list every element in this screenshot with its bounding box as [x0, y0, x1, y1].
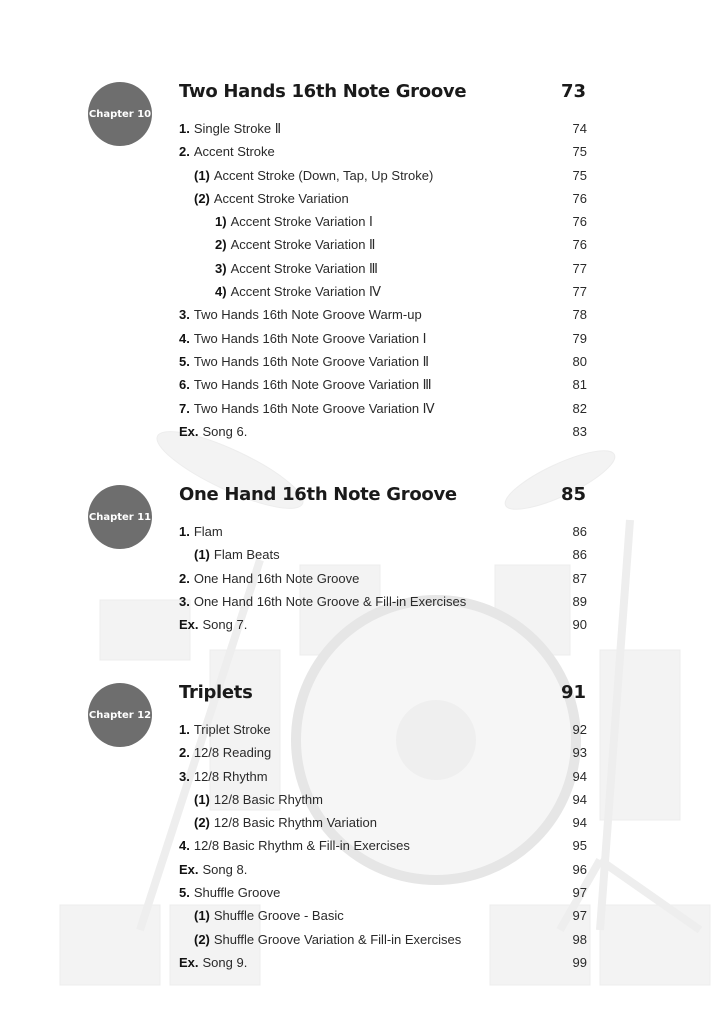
toc-entry[interactable] — [179, 928, 587, 951]
entry-number: 2. — [179, 745, 190, 761]
chapter-page-number: 91 — [560, 682, 586, 703]
entry-title: Triplet Stroke — [193, 722, 271, 737]
chapter-page-number: 85 — [560, 484, 586, 505]
toc-entry[interactable] — [179, 858, 587, 881]
chapter-entries — [179, 520, 587, 636]
toc-entry[interactable] — [179, 567, 587, 590]
entry-number: Ex. — [179, 617, 199, 633]
toc-entry[interactable] — [179, 904, 587, 927]
chapter-badge: Chapter 11 — [88, 485, 152, 549]
chapter-entries — [179, 117, 587, 443]
entry-number: 1. — [179, 722, 190, 737]
entry-page: 87 — [572, 570, 587, 586]
entry-number: (2) — [194, 190, 210, 206]
toc-entry[interactable] — [179, 257, 587, 280]
chapter-badge: Chapter 10 — [88, 82, 152, 146]
entry-number: Ex. — [179, 954, 199, 970]
entry-number: (1) — [194, 791, 210, 807]
toc-entry[interactable] — [179, 187, 587, 210]
entry-title: Two Hands 16th Note Groove Variation Ⅲ — [193, 377, 432, 393]
entry-page: 97 — [572, 885, 587, 901]
toc-entry[interactable] — [179, 590, 587, 613]
toc-entry[interactable] — [179, 543, 587, 566]
entry-number: 3) — [215, 260, 227, 276]
entry-title: Two Hands 16th Note Groove Variation Ⅰ — [193, 330, 427, 346]
toc-entry[interactable] — [179, 951, 587, 974]
toc-entry[interactable] — [179, 788, 587, 811]
entry-title: 12/8 Basic Rhythm — [213, 791, 323, 807]
entry-page: 83 — [572, 423, 587, 439]
chapter-badge: Chapter 12 — [88, 683, 152, 747]
toc-entry[interactable] — [179, 117, 587, 140]
toc-entry[interactable] — [179, 164, 587, 187]
toc-entry[interactable] — [179, 520, 587, 543]
entry-page: 92 — [572, 722, 587, 737]
entry-title: One Hand 16th Note Groove — [193, 570, 360, 586]
entry-page: 75 — [572, 167, 587, 183]
entry-title: Single Stroke Ⅱ — [193, 121, 282, 136]
entry-page: 86 — [572, 547, 587, 563]
entry-number: 4. — [179, 838, 190, 854]
entry-page: 81 — [572, 377, 587, 393]
entry-title: Accent Stroke Variation Ⅱ — [230, 237, 376, 253]
entry-page: 89 — [572, 593, 587, 609]
toc-entry[interactable] — [179, 350, 587, 373]
chapter-title[interactable]: One Hand 16th Note Groove — [179, 484, 457, 505]
entry-page: 96 — [572, 861, 587, 877]
entry-number: 1. — [179, 121, 190, 136]
toc-entry[interactable] — [179, 210, 587, 233]
entry-title: Two Hands 16th Note Groove Variation Ⅳ — [193, 400, 435, 416]
entry-title: 12/8 Basic Rhythm & Fill-in Exercises — [193, 838, 410, 854]
toc-entry[interactable] — [179, 397, 587, 420]
toc-entry[interactable] — [179, 613, 587, 636]
entry-title: Song 6. — [202, 423, 248, 439]
entry-number: 3. — [179, 593, 190, 609]
entry-title: Accent Stroke Variation Ⅳ — [230, 284, 382, 300]
toc-entry[interactable] — [179, 280, 587, 303]
entry-page: 86 — [572, 524, 587, 539]
chapter-title[interactable]: Triplets — [179, 682, 253, 703]
entry-page: 94 — [572, 815, 587, 831]
entry-page: 82 — [572, 400, 587, 416]
entry-number: 2) — [215, 237, 227, 253]
entry-title: Two Hands 16th Note Groove Variation Ⅱ — [193, 353, 430, 369]
toc-entry[interactable] — [179, 327, 587, 350]
entry-number: (1) — [194, 908, 210, 924]
entry-number: 5. — [179, 353, 190, 369]
entry-number: (2) — [194, 815, 210, 831]
entry-title: Song 9. — [202, 954, 248, 970]
entry-number: 7. — [179, 400, 190, 416]
entry-title: Accent Stroke Variation Ⅰ — [230, 214, 373, 230]
entry-number: Ex. — [179, 861, 199, 877]
entry-page: 75 — [572, 144, 587, 160]
entry-page: 78 — [572, 307, 587, 323]
entry-title: Song 8. — [202, 861, 248, 877]
entry-number: (2) — [194, 931, 210, 947]
entry-title: Accent Stroke — [193, 144, 275, 160]
entry-number: Ex. — [179, 423, 199, 439]
entry-title: Accent Stroke Variation — [213, 190, 349, 206]
toc-entry[interactable] — [179, 140, 587, 163]
toc-entry[interactable] — [179, 303, 587, 326]
entry-page: 94 — [572, 791, 587, 807]
entry-title: Accent Stroke (Down, Tap, Up Stroke) — [213, 167, 434, 183]
entry-number: 4) — [215, 284, 227, 300]
toc-entry[interactable] — [179, 834, 587, 857]
entry-title: 12/8 Basic Rhythm Variation — [213, 815, 377, 831]
entry-number: 5. — [179, 885, 190, 901]
entry-page: 90 — [572, 617, 587, 633]
entry-number: 3. — [179, 307, 190, 323]
entry-page: 95 — [572, 838, 587, 854]
entry-number: 4. — [179, 330, 190, 346]
entry-page: 97 — [572, 908, 587, 924]
entry-number: (1) — [194, 167, 210, 183]
entry-title: Flam Beats — [213, 547, 280, 563]
entry-title: Accent Stroke Variation Ⅲ — [230, 260, 379, 276]
entry-page: 99 — [572, 954, 587, 970]
toc-entry[interactable] — [179, 233, 587, 256]
toc-entry[interactable] — [179, 881, 587, 904]
entry-title: Two Hands 16th Note Groove Warm-up — [193, 307, 422, 323]
entry-page: 80 — [572, 353, 587, 369]
toc-entry[interactable] — [179, 718, 587, 741]
chapter-entries — [179, 718, 587, 974]
entry-number: 6. — [179, 377, 190, 393]
entry-number: 1) — [215, 214, 227, 230]
toc-entry[interactable] — [179, 741, 587, 764]
entry-title: Shuffle Groove Variation & Fill-in Exercises — [213, 931, 462, 947]
entry-page: 77 — [572, 260, 587, 276]
toc-entry[interactable] — [179, 420, 587, 443]
entry-page: 76 — [572, 237, 587, 253]
entry-number: 2. — [179, 144, 190, 160]
entry-page: 76 — [572, 214, 587, 230]
entry-page: 79 — [572, 330, 587, 346]
entry-page: 77 — [572, 284, 587, 300]
entry-title: Shuffle Groove - Basic — [213, 908, 344, 924]
entry-title: Shuffle Groove — [193, 885, 281, 901]
toc-entry[interactable] — [179, 373, 587, 396]
entry-number: 3. — [179, 768, 190, 784]
toc-entry[interactable] — [179, 811, 587, 834]
entry-page: 94 — [572, 768, 587, 784]
entry-title: 12/8 Reading — [193, 745, 272, 761]
entry-number: 1. — [179, 524, 190, 539]
chapter-page-number: 73 — [560, 81, 586, 102]
entry-page: 98 — [572, 931, 587, 947]
toc-entry[interactable] — [179, 765, 587, 788]
entry-page: 76 — [572, 190, 587, 206]
entry-title: Song 7. — [202, 617, 248, 633]
entry-title: 12/8 Rhythm — [193, 768, 268, 784]
entry-page: 93 — [572, 745, 587, 761]
entry-title: One Hand 16th Note Groove & Fill-in Exercises — [193, 593, 467, 609]
entry-number: 2. — [179, 570, 190, 586]
chapter-title[interactable]: Two Hands 16th Note Groove — [179, 81, 467, 102]
entry-page: 74 — [572, 121, 587, 136]
entry-number: (1) — [194, 547, 210, 563]
entry-title: Flam — [193, 524, 223, 539]
